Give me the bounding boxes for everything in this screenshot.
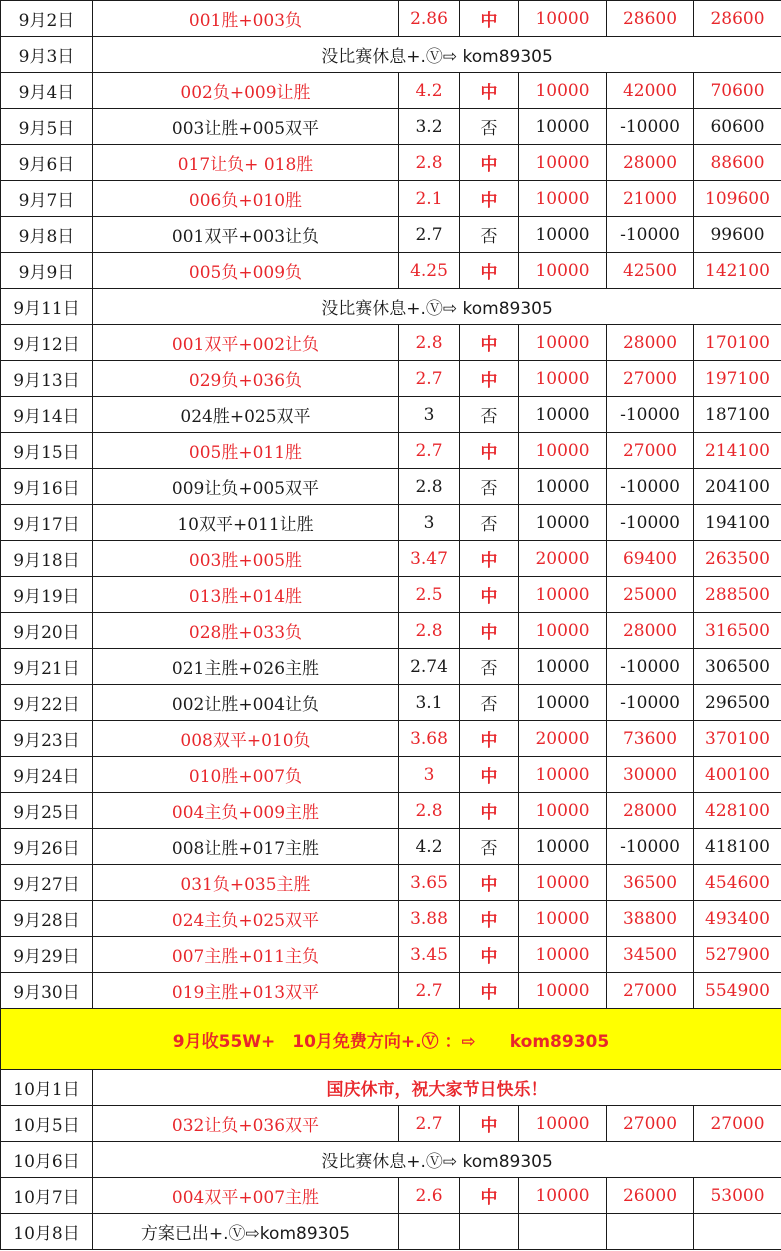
total-cell: 554900 <box>694 973 781 1009</box>
total-cell: 454600 <box>694 865 781 901</box>
date-cell: 9月12日 <box>1 325 93 361</box>
date-cell: 9月26日 <box>1 829 93 865</box>
stake-cell: 10000 <box>519 829 607 865</box>
profit-cell: -10000 <box>607 469 694 505</box>
date-cell: 9月28日 <box>1 901 93 937</box>
stake-cell: 10000 <box>519 109 607 145</box>
table-row <box>1 973 781 1009</box>
stake-cell: 10000 <box>519 397 607 433</box>
status-cell: 中 <box>460 145 519 181</box>
stake-cell: 10000 <box>519 1 607 37</box>
profit-cell: 42500 <box>607 253 694 289</box>
picks-cell: 028胜+033负 <box>93 613 399 649</box>
profit-cell: 73600 <box>607 721 694 757</box>
status-cell: 否 <box>460 649 519 685</box>
profit-cell: 38800 <box>607 901 694 937</box>
notice-row <box>1 1070 781 1106</box>
total-cell: 27000 <box>694 1106 781 1142</box>
odds-cell: 3.68 <box>399 721 460 757</box>
picks-cell: 024胜+025双平 <box>93 397 399 433</box>
profit-cell: 27000 <box>607 361 694 397</box>
stake-cell: 10000 <box>519 685 607 721</box>
odds-cell: 3.88 <box>399 901 460 937</box>
stake-cell: 20000 <box>519 721 607 757</box>
table-row <box>1 505 781 541</box>
odds-cell: 3.47 <box>399 541 460 577</box>
odds-cell: 3.65 <box>399 865 460 901</box>
odds-cell: 2.86 <box>399 1 460 37</box>
profit-cell: 28000 <box>607 325 694 361</box>
odds-cell: 2.8 <box>399 325 460 361</box>
status-cell: 中 <box>460 793 519 829</box>
date-cell: 9月29日 <box>1 937 93 973</box>
total-cell: 288500 <box>694 577 781 613</box>
rest-notice: 没比赛休息+.Ⓥ⇨ kom89305 <box>93 1142 781 1178</box>
profit-cell: 36500 <box>607 865 694 901</box>
table-row <box>1 613 781 649</box>
status-cell: 中 <box>460 325 519 361</box>
stake-cell: 10000 <box>519 253 607 289</box>
profit-cell: -10000 <box>607 397 694 433</box>
table-row <box>1 757 781 793</box>
picks-cell: 003让胜+005双平 <box>93 109 399 145</box>
picks-cell: 013胜+014胜 <box>93 577 399 613</box>
table-row <box>1 793 781 829</box>
stake-cell: 10000 <box>519 901 607 937</box>
picks-cell: 032让负+036双平 <box>93 1106 399 1142</box>
table-row <box>1 469 781 505</box>
profit-cell: 27000 <box>607 1106 694 1142</box>
stake-cell: 10000 <box>519 145 607 181</box>
odds-cell: 4.2 <box>399 829 460 865</box>
profit-cell: 27000 <box>607 973 694 1009</box>
profit-cell: 28000 <box>607 145 694 181</box>
date-cell: 9月23日 <box>1 721 93 757</box>
picks-cell: 004主负+009主胜 <box>93 793 399 829</box>
odds-cell: 4.25 <box>399 253 460 289</box>
picks-cell: 017让负+ 018胜 <box>93 145 399 181</box>
odds-cell: 3 <box>399 757 460 793</box>
rest-row <box>1 289 781 325</box>
total-cell: 214100 <box>694 433 781 469</box>
stake-cell: 10000 <box>519 361 607 397</box>
table-row <box>1 829 781 865</box>
total-cell: 204100 <box>694 469 781 505</box>
odds-cell: 2.5 <box>399 577 460 613</box>
total-cell: 53000 <box>694 1178 781 1214</box>
stake-cell: 10000 <box>519 649 607 685</box>
table-row <box>1 1 781 37</box>
date-cell: 9月15日 <box>1 433 93 469</box>
total-cell: 296500 <box>694 685 781 721</box>
date-cell: 10月1日 <box>1 1070 93 1106</box>
date-cell: 9月19日 <box>1 577 93 613</box>
total-cell: 263500 <box>694 541 781 577</box>
profit-cell: -10000 <box>607 829 694 865</box>
profit-cell: 26000 <box>607 1178 694 1214</box>
status-cell: 中 <box>460 361 519 397</box>
stake-cell: 10000 <box>519 73 607 109</box>
odds-cell: 3 <box>399 397 460 433</box>
odds-cell: 2.74 <box>399 649 460 685</box>
date-cell: 10月7日 <box>1 1178 93 1214</box>
table-row <box>1 1178 781 1214</box>
status-cell: 否 <box>460 469 519 505</box>
stake-cell: 10000 <box>519 793 607 829</box>
table-row <box>1 541 781 577</box>
date-cell: 9月9日 <box>1 253 93 289</box>
picks-cell: 010胜+007负 <box>93 757 399 793</box>
date-cell: 9月6日 <box>1 145 93 181</box>
date-cell: 9月20日 <box>1 613 93 649</box>
total-cell: 194100 <box>694 505 781 541</box>
date-cell: 9月2日 <box>1 1 93 37</box>
odds-cell: 2.8 <box>399 469 460 505</box>
profit-cell: 34500 <box>607 937 694 973</box>
status-cell: 中 <box>460 757 519 793</box>
date-cell: 9月30日 <box>1 973 93 1009</box>
table-row <box>1 397 781 433</box>
profit-cell: -10000 <box>607 649 694 685</box>
stake-cell: 10000 <box>519 865 607 901</box>
status-cell: 否 <box>460 505 519 541</box>
rest-row <box>1 37 781 73</box>
picks-cell: 005负+009负 <box>93 253 399 289</box>
odds-cell: 2.8 <box>399 793 460 829</box>
banner-row <box>1 1009 781 1070</box>
status-cell: 中 <box>460 1 519 37</box>
date-cell: 9月21日 <box>1 649 93 685</box>
picks-cell: 009让负+005双平 <box>93 469 399 505</box>
odds-cell: 2.7 <box>399 433 460 469</box>
profit-cell: -10000 <box>607 685 694 721</box>
stake-cell: 10000 <box>519 181 607 217</box>
total-cell: 60600 <box>694 109 781 145</box>
picks-cell: 001胜+003负 <box>93 1 399 37</box>
holiday-notice: 国庆休市，祝大家节日快乐！ <box>93 1070 781 1106</box>
stake-cell: 10000 <box>519 1178 607 1214</box>
table-row <box>1 181 781 217</box>
status-cell: 中 <box>460 613 519 649</box>
table-row <box>1 217 781 253</box>
table-row <box>1 361 781 397</box>
status-cell: 中 <box>460 901 519 937</box>
picks-cell: 008双平+010负 <box>93 721 399 757</box>
profit-cell: 21000 <box>607 181 694 217</box>
odds-cell: 2.6 <box>399 1178 460 1214</box>
status-cell: 否 <box>460 109 519 145</box>
status-cell: 否 <box>460 397 519 433</box>
profit-cell: -10000 <box>607 109 694 145</box>
table-row <box>1 325 781 361</box>
picks-cell: 002负+009让胜 <box>93 73 399 109</box>
picks-cell: 031负+035主胜 <box>93 865 399 901</box>
status-cell: 中 <box>460 541 519 577</box>
record-rows <box>1 1 781 1250</box>
status-cell: 中 <box>460 1178 519 1214</box>
total-cell: 428100 <box>694 793 781 829</box>
stake-cell: 10000 <box>519 505 607 541</box>
total-cell: 187100 <box>694 397 781 433</box>
date-cell: 9月14日 <box>1 397 93 433</box>
total-cell: 400100 <box>694 757 781 793</box>
status-cell: 中 <box>460 937 519 973</box>
date-cell: 9月8日 <box>1 217 93 253</box>
empty-cell <box>607 1214 694 1250</box>
profit-cell: -10000 <box>607 505 694 541</box>
picks-cell: 006负+010胜 <box>93 181 399 217</box>
date-cell: 9月11日 <box>1 289 93 325</box>
date-cell: 9月4日 <box>1 73 93 109</box>
odds-cell: 2.1 <box>399 181 460 217</box>
stake-cell: 10000 <box>519 325 607 361</box>
total-cell: 142100 <box>694 253 781 289</box>
rest-notice: 没比赛休息+.Ⓥ⇨ kom89305 <box>93 289 781 325</box>
plan-notice: 方案已出+.Ⓥ⇨kom89305 <box>93 1214 399 1250</box>
table-row <box>1 649 781 685</box>
stake-cell: 10000 <box>519 757 607 793</box>
table-row <box>1 901 781 937</box>
profit-cell: 27000 <box>607 433 694 469</box>
date-cell: 9月17日 <box>1 505 93 541</box>
picks-cell: 005胜+011胜 <box>93 433 399 469</box>
odds-cell: 4.2 <box>399 73 460 109</box>
status-cell: 中 <box>460 973 519 1009</box>
stake-cell: 10000 <box>519 1106 607 1142</box>
date-cell: 9月18日 <box>1 541 93 577</box>
status-cell: 中 <box>460 1106 519 1142</box>
picks-cell: 019主胜+013双平 <box>93 973 399 1009</box>
empty-cell <box>519 1214 607 1250</box>
status-cell: 中 <box>460 181 519 217</box>
picks-cell: 001双平+002让负 <box>93 325 399 361</box>
rest-row <box>1 1142 781 1178</box>
total-cell: 306500 <box>694 649 781 685</box>
table-row <box>1 685 781 721</box>
picks-cell: 10双平+011让胜 <box>93 505 399 541</box>
picks-cell: 004双平+007主胜 <box>93 1178 399 1214</box>
profit-cell: 25000 <box>607 577 694 613</box>
table-row <box>1 253 781 289</box>
total-cell: 493400 <box>694 901 781 937</box>
profit-cell: 42000 <box>607 73 694 109</box>
status-cell: 中 <box>460 433 519 469</box>
date-cell: 9月3日 <box>1 37 93 73</box>
date-cell: 9月7日 <box>1 181 93 217</box>
odds-cell: 3.45 <box>399 937 460 973</box>
stake-cell: 10000 <box>519 217 607 253</box>
table-row <box>1 1106 781 1142</box>
total-cell: 197100 <box>694 361 781 397</box>
status-cell: 中 <box>460 577 519 613</box>
status-cell: 中 <box>460 73 519 109</box>
stake-cell: 10000 <box>519 433 607 469</box>
picks-cell: 008让胜+017主胜 <box>93 829 399 865</box>
date-cell: 10月6日 <box>1 1142 93 1178</box>
status-cell: 中 <box>460 721 519 757</box>
status-cell: 中 <box>460 253 519 289</box>
total-cell: 527900 <box>694 937 781 973</box>
status-cell: 否 <box>460 217 519 253</box>
date-cell: 10月8日 <box>1 1214 93 1250</box>
table-row <box>1 721 781 757</box>
odds-cell: 2.7 <box>399 217 460 253</box>
picks-cell: 029负+036负 <box>93 361 399 397</box>
date-cell: 9月25日 <box>1 793 93 829</box>
date-cell: 9月13日 <box>1 361 93 397</box>
total-cell: 316500 <box>694 613 781 649</box>
date-cell: 9月16日 <box>1 469 93 505</box>
picks-cell: 007主胜+011主负 <box>93 937 399 973</box>
plan-row <box>1 1214 781 1250</box>
empty-cell <box>399 1214 460 1250</box>
total-cell: 99600 <box>694 217 781 253</box>
status-cell: 否 <box>460 685 519 721</box>
picks-cell: 002让胜+004让负 <box>93 685 399 721</box>
odds-cell: 3 <box>399 505 460 541</box>
total-cell: 88600 <box>694 145 781 181</box>
stake-cell: 10000 <box>519 613 607 649</box>
profit-cell: 69400 <box>607 541 694 577</box>
profit-cell: 30000 <box>607 757 694 793</box>
table-row <box>1 73 781 109</box>
total-cell: 170100 <box>694 325 781 361</box>
empty-cell <box>460 1214 519 1250</box>
date-cell: 9月24日 <box>1 757 93 793</box>
picks-cell: 024主负+025双平 <box>93 901 399 937</box>
odds-cell: 2.7 <box>399 973 460 1009</box>
profit-cell: 28000 <box>607 793 694 829</box>
month-summary-banner: 9月收55W+ 10月免费方向+.Ⓥ ：⇨ kom89305 <box>1 1009 781 1070</box>
picks-cell: 001双平+003让负 <box>93 217 399 253</box>
table-row <box>1 865 781 901</box>
table-row <box>1 937 781 973</box>
stake-cell: 20000 <box>519 541 607 577</box>
odds-cell: 2.8 <box>399 613 460 649</box>
date-cell: 9月5日 <box>1 109 93 145</box>
profit-cell: 28600 <box>607 1 694 37</box>
odds-cell: 3.1 <box>399 685 460 721</box>
picks-cell: 021主胜+026主胜 <box>93 649 399 685</box>
picks-cell: 003胜+005胜 <box>93 541 399 577</box>
date-cell: 9月22日 <box>1 685 93 721</box>
total-cell: 70600 <box>694 73 781 109</box>
table-row <box>1 433 781 469</box>
table-row <box>1 577 781 613</box>
stake-cell: 10000 <box>519 577 607 613</box>
odds-cell: 3.2 <box>399 109 460 145</box>
odds-cell: 2.7 <box>399 1106 460 1142</box>
date-cell: 9月27日 <box>1 865 93 901</box>
odds-cell: 2.8 <box>399 145 460 181</box>
table-row <box>1 145 781 181</box>
total-cell: 28600 <box>694 1 781 37</box>
total-cell: 370100 <box>694 721 781 757</box>
table-row <box>1 109 781 145</box>
date-cell: 10月5日 <box>1 1106 93 1142</box>
stake-cell: 10000 <box>519 937 607 973</box>
rest-notice: 没比赛休息+.Ⓥ⇨ kom89305 <box>93 37 781 73</box>
total-cell: 109600 <box>694 181 781 217</box>
stake-cell: 10000 <box>519 469 607 505</box>
empty-cell <box>694 1214 781 1250</box>
status-cell: 否 <box>460 829 519 865</box>
profit-cell: -10000 <box>607 217 694 253</box>
total-cell: 418100 <box>694 829 781 865</box>
status-cell: 中 <box>460 865 519 901</box>
stake-cell: 10000 <box>519 973 607 1009</box>
odds-cell: 2.7 <box>399 361 460 397</box>
profit-cell: 28000 <box>607 613 694 649</box>
